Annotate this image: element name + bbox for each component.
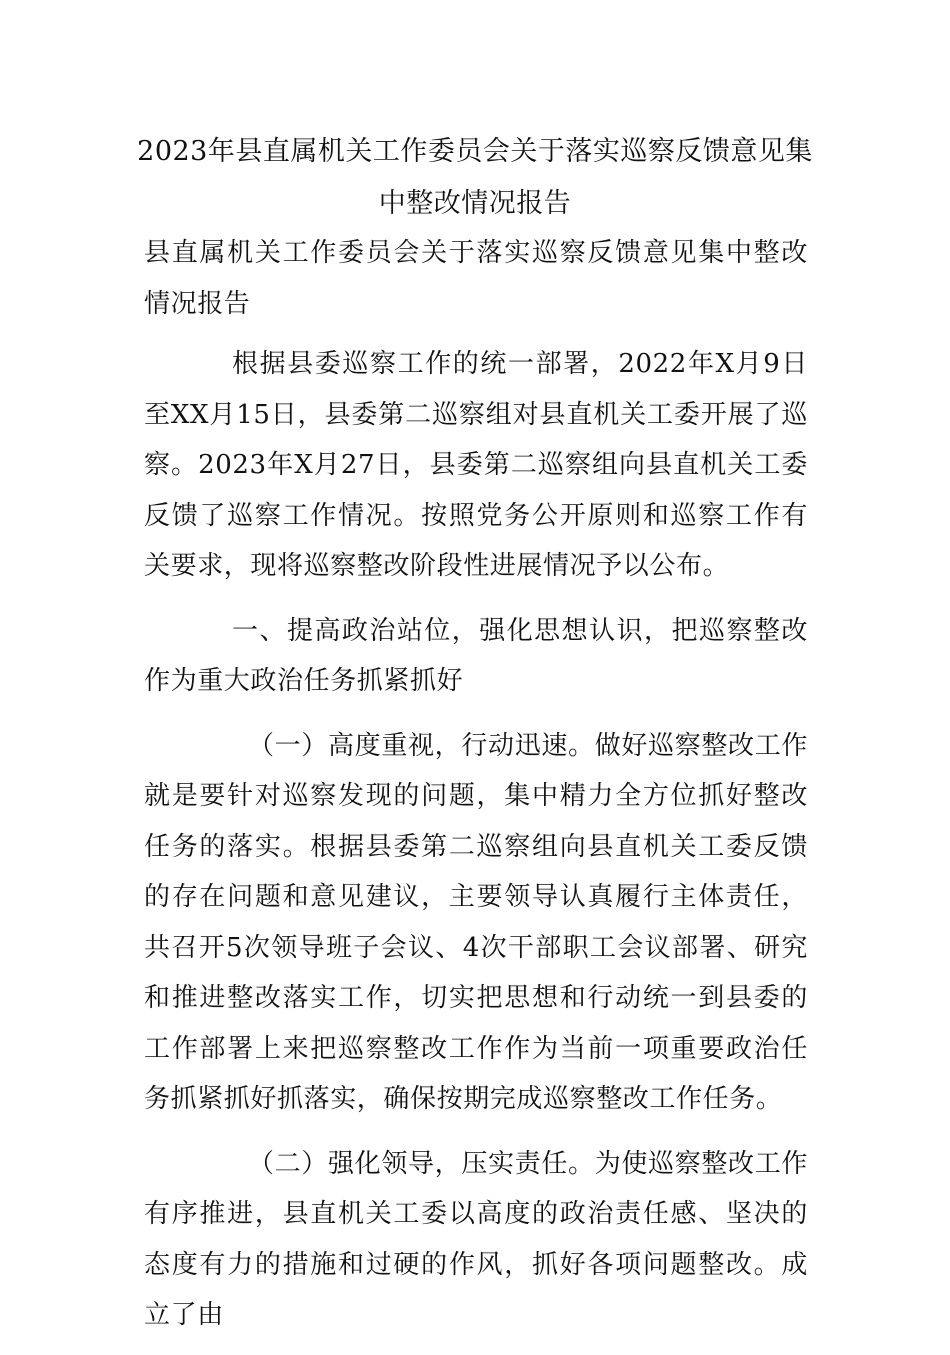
paragraph-intro: 根据县委巡察工作的统一部署，2022年X月9日至XX月15日，县委第二巡察组对县直机关工委开展了巡察。2023年X月27日，县委第二巡察组向县直机关工委反馈了巡察工作情况。按照党务公开原则和巡察工作有关要求，现将巡察整改阶段性进展情况予以公布。 bbox=[144, 349, 808, 581]
paragraph-subsection-1: （一）高度重视，行动迅速。做好巡察整改工作就是要针对巡察发现的问题，集中精力全方位抓好整改任务的落实。根据县委第二巡察组向县直机关工委反馈的存在问题和意见建议，主要领导认真履行主体责任，共召开5次领导班子会议、4次干部职工会议部署、研究和推进整改落实工作，切实把思想和行动统一到县委的工作部署上来把巡察整改工作作为当前一项重要政治任务抓紧抓好抓落实，确保按期完成巡察整改工作任务。 bbox=[144, 730, 808, 1114]
section-heading-1: 一、提高政治站位，强化思想认识，把巡察整改作为重大政治任务抓紧抓好 bbox=[144, 615, 808, 696]
document-subtitle: 县直属机关工作委员会关于落实巡察反馈意见集中整改情况报告 bbox=[144, 238, 808, 319]
document-body bbox=[144, 228, 808, 1355]
document-title: 2023年县直属机关工作委员会关于落实巡察反馈意见集中整改情况报告 bbox=[137, 136, 813, 219]
paragraph-subsection-2: （二）强化领导，压实责任。为使巡察整改工作有序推进，县直机关工委以高度的政治责任感、坚决的态度有力的措施和过硬的作风，抓好各项问题整改。成立了由 bbox=[144, 1148, 808, 1330]
